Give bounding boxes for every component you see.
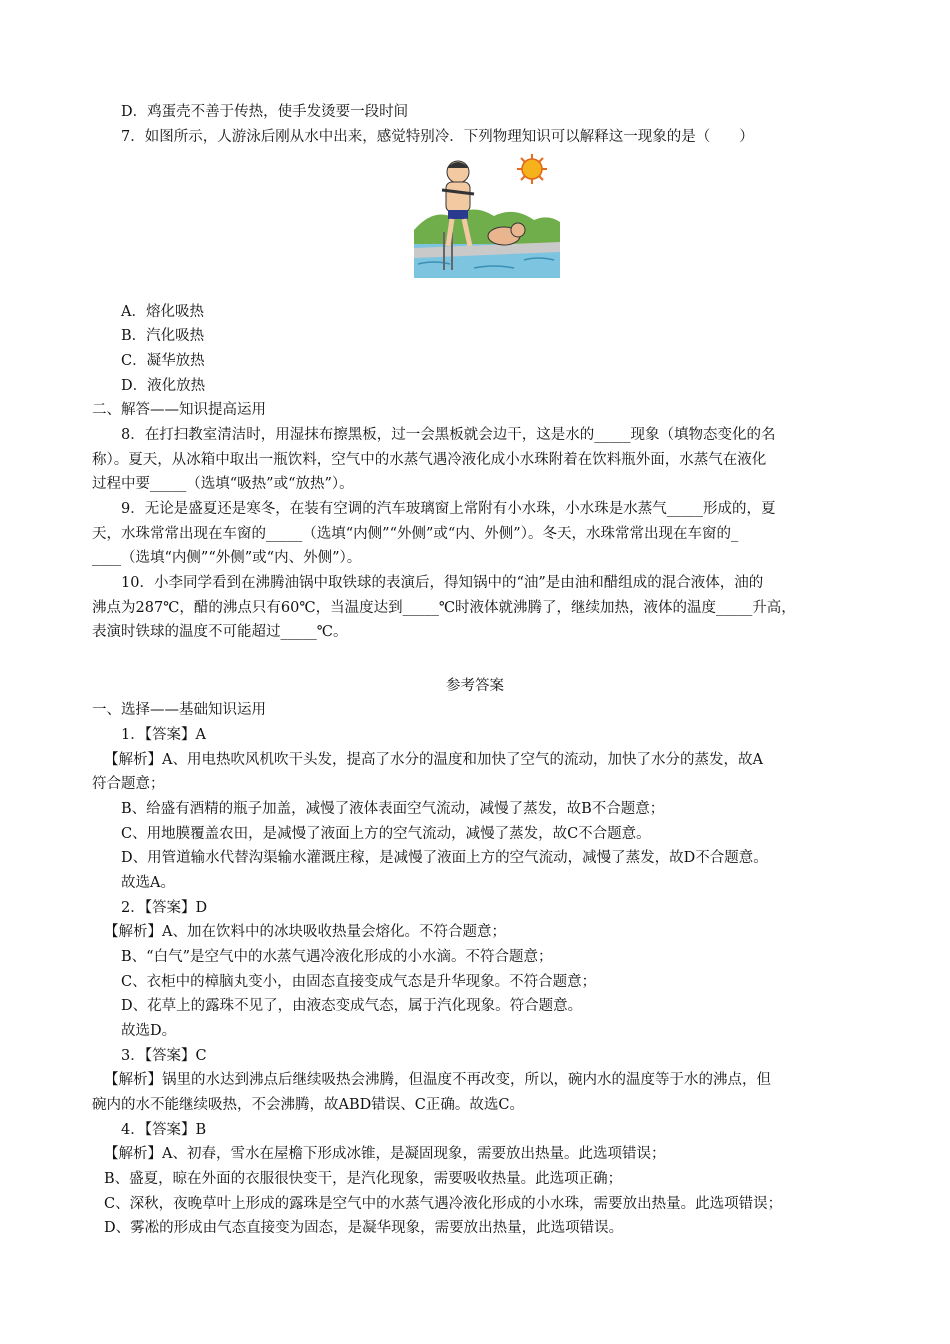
q7-stem: 7．如图所示，人游泳后刚从水中出来，感觉特别冷．下列物理知识可以解释这一现象的是（ ）	[121, 129, 754, 145]
a1-line-3: 符合题意；	[92, 776, 165, 792]
q10-line-1: 10．小李同学看到在沸腾油锅中取铁球的表演后，得知锅中的“油”是由油和醋组成的混合液体，油的	[121, 575, 764, 591]
a4-line-5: D、雾凇的形成由气态直接变为固态，是凝华现象，需要放出热量，此选项错误。	[104, 1220, 624, 1236]
a2-answer: 2．【答案】D	[121, 900, 208, 916]
a4-line-4: C、深秋，夜晚草叶上形成的露珠是空气中的水蒸气遇冷液化形成的小水珠，需要放出热量。此选项错误；	[104, 1196, 783, 1212]
a3-line-2: 【解析】锅里的水达到沸点后继续吸热会沸腾，但温度不再改变，所以，碗内水的温度等于水的沸点，但	[104, 1072, 771, 1088]
a4-line-3: B、盛夏，晾在外面的衣服很快变干，是汽化现象，需要吸收热量。此选项正确；	[104, 1171, 623, 1187]
q7-option-d: D．液化放热	[121, 378, 206, 394]
q8-line-2: 称）。夏天，从冰箱中取出一瓶饮料，空气中的水蒸气遇冷液化成小水珠附着在饮料瓶外面，水蒸气在液化	[92, 452, 767, 468]
q7-option-b: B．汽化吸热	[121, 328, 205, 344]
q9-line-3: ____（选填“内侧”“外侧”或“内、外侧”）。	[92, 550, 362, 566]
a2-line-4: C、衣柜中的樟脑丸变小，由固态直接变成气态是升华现象。不符合题意；	[121, 974, 597, 990]
a1-line-6: D、用管道输水代替沟渠输水灌溉庄稼，是减慢了液面上方的空气流动，减慢了蒸发，故D不合题意。	[121, 850, 768, 866]
a3-answer: 3．【答案】C	[121, 1048, 207, 1064]
q10-line-2: 沸点为287℃，醋的沸点只有60℃，当温度达到_____℃时液体就沸腾了，继续加热，液体的温度_____升高，	[92, 600, 796, 616]
a4-answer: 4．【答案】B	[121, 1122, 207, 1138]
a1-line-2: 【解析】A、用电热吹风机吹干头发，提高了水分的温度和加快了空气的流动，加快了水分的蒸发，故A	[104, 752, 763, 768]
a3-line-3: 碗内的水不能继续吸热，不会沸腾，故ABD错误、C正确。故选C。	[92, 1097, 524, 1113]
q7-option-c: C．凝华放热	[121, 353, 205, 369]
q9-line-2: 天，水珠常常出现在车窗的_____（选填“内侧”“外侧”或“内、外侧”）。冬天，水珠常常出现在车窗的_	[92, 526, 739, 542]
q8-line-3: 过程中要_____（选填“吸热”或“放热”）。	[92, 476, 354, 492]
q10-line-3: 表演时铁球的温度不可能超过_____℃。	[92, 624, 348, 640]
a2-line-5: D、花草上的露珠不见了，由液态变成气态，属于汽化现象。符合题意。	[121, 998, 583, 1014]
a4-line-2: 【解析】A、初春，雪水在屋檐下形成冰锥，是凝固现象，需要放出热量。此选项错误；	[104, 1146, 666, 1162]
answers-title: 参考答案	[446, 678, 504, 694]
swimmer-illustration	[414, 152, 560, 278]
a2-line-3: B、“白气”是空气中的水蒸气遇冷液化形成的小水滴。不符合题意；	[121, 949, 553, 965]
q7-option-a: A．熔化吸热	[121, 304, 204, 320]
a2-line-6: 故选D。	[121, 1023, 177, 1039]
answers-section1-title: 一、选择——基础知识运用	[92, 702, 266, 718]
a1-line-4: B、给盛有酒精的瓶子加盖，减慢了液体表面空气流动，减慢了蒸发，故B不合题意；	[121, 801, 665, 817]
a1-answer: 1．【答案】A	[121, 727, 206, 743]
a1-line-5: C、用地膜覆盖农田，是减慢了液面上方的空气流动，减慢了蒸发，故C不合题意。	[121, 826, 651, 842]
q9-line-1: 9．无论是盛夏还是寒冬，在装有空调的汽车玻璃窗上常附有小水珠，小水珠是水蒸气_____形成的，夏	[121, 501, 776, 517]
section2-title: 二、解答——知识提高运用	[92, 402, 266, 418]
q8-line-1: 8．在打扫教室清洁时，用湿抹布擦黑板，过一会黑板就会边干，这是水的_____现象（填物态变化的名	[121, 427, 776, 443]
q6-option-d: D．鸡蛋壳不善于传热，使手发烫要一段时间	[121, 104, 409, 120]
a1-line-7: 故选A。	[121, 875, 175, 891]
a2-line-2: 【解析】A、加在饮料中的冰块吸收热量会熔化。不符合题意；	[104, 924, 506, 940]
